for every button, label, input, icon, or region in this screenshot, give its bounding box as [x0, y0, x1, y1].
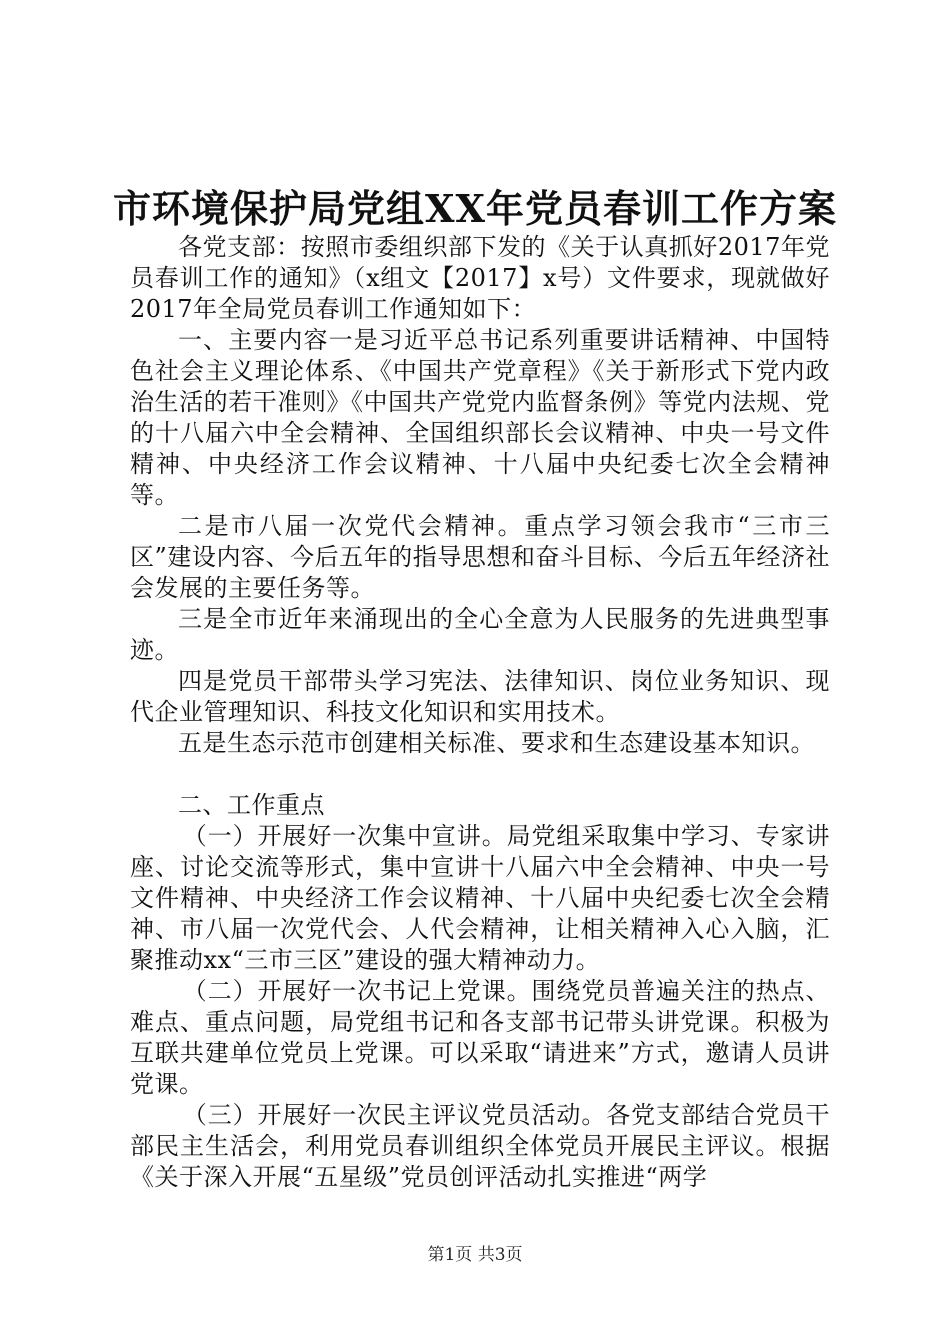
paragraph-intro: 各党支部：按照市委组织部下发的《关于认真抓好2017年党员春训工作的通知》（x组文【2017】x号）文件要求，现就做好2017年全局党员春训工作通知如下： — [130, 233, 830, 323]
paragraph-item-five: 五是生态示范市创建相关标准、要求和生态建设基本知识。 — [178, 729, 815, 757]
paragraph-main-content: 一、主要内容一是习近平总书记系列重要讲话精神、中国特色社会主义理论体系、《中国共产党章程》《关于新形式下党内政治生活的若干准则》《中国共产党党内监督条例》等党内法规、党的十八届六中全会精神、全国组织部长会议精神、中央一号文件精神、中央经济工作会议精神、十八届中央纪委七次全会精神等。 — [130, 326, 830, 509]
page-number-footer: 第1页 共3页 — [427, 1245, 523, 1265]
paragraph-item-four: 四是党员干部带头学习宪法、法律知识、岗位业务知识、现代企业管理知识、科技文化知识和实用技术。 — [130, 667, 830, 726]
document-title: 市环境保护局党组XX年党员春训工作方案 — [113, 186, 837, 231]
document-body — [130, 232, 830, 1193]
paragraph-focus-one: （一）开展好一次集中宣讲。局党组采取集中学习、专家讲座、讨论交流等形式，集中宣讲十八届六中全会精神、中央一号文件精神、中央经济工作会议精神、十八届中央纪委七次全会精神、市八届一次党代会、人代会精神，让相关精神入心入脑，汇聚推动xx“三市三区”建设的强大精神动力。 — [130, 822, 830, 974]
section-heading-work-focus: 二、工作重点 — [178, 791, 325, 819]
paragraph-focus-three: （三）开展好一次民主评议党员活动。各党支部结合党员干部民主生活会，利用党员春训组织全体党员开展民主评议。根据《关于深入开展“五星级”党员创评活动扎实推进“两学 — [130, 1101, 830, 1191]
paragraph-focus-two: （二）开展好一次书记上党课。围绕党员普遍关注的热点、难点、重点问题，局党组书记和各支部书记带头讲党课。积极为互联共建单位党员上党课。可以采取“请进来”方式，邀请人员讲党课。 — [130, 977, 830, 1098]
paragraph-item-two: 二是市八届一次党代会精神。重点学习领会我市“三市三区”建设内容、今后五年的指导思想和奋斗目标、今后五年经济社会发展的主要任务等。 — [130, 512, 830, 602]
paragraph-item-three: 三是全市近年来涌现出的全心全意为人民服务的先进典型事迹。 — [130, 605, 830, 664]
